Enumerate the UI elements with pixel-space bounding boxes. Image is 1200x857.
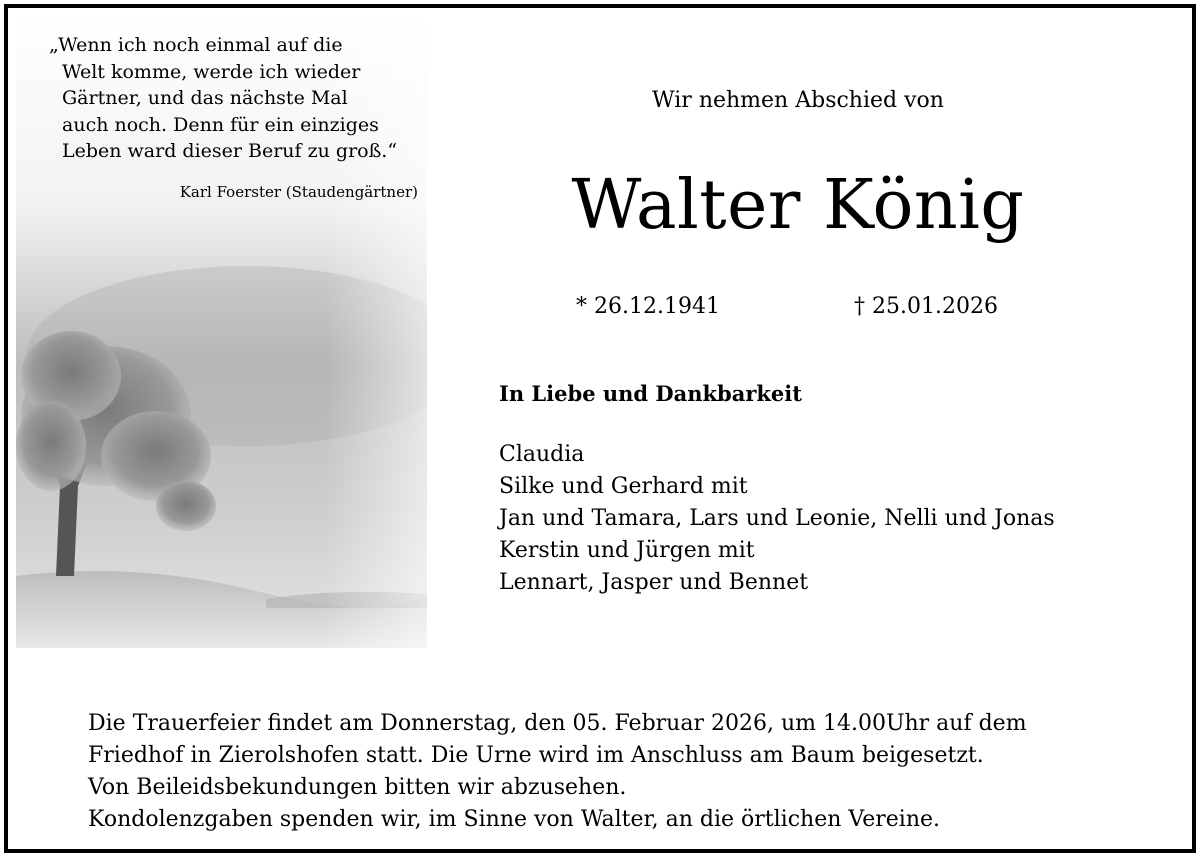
death-date: † 25.01.2026 — [854, 294, 998, 319]
notice-line: Von Beileidsbekundungen bitten wir abzusehen. — [88, 775, 627, 800]
mourners-list — [499, 439, 1055, 599]
quote-line: Leben ward dieser Beruf zu groß.“ — [62, 140, 398, 162]
notice-line: Kondolenzgaben spenden wir, im Sinne von Walter, an die örtlichen Vereine. — [88, 807, 941, 832]
quote-author: Karl Foerster (Staudengärtner) — [179, 183, 418, 201]
mourners-heading: In Liebe und Dankbarkeit — [499, 381, 802, 406]
deceased-name: Walter König — [571, 166, 1025, 245]
list-item: Silke und Gerhard mit — [499, 474, 748, 499]
funeral-notice — [88, 708, 1027, 836]
obituary-frame — [4, 4, 1196, 853]
birth-date: * 26.12.1941 — [576, 294, 720, 319]
notice-line: Die Trauerfeier findet am Donnerstag, den 05. Februar 2026, um 14.00Uhr auf dem — [88, 711, 1027, 736]
quote — [49, 32, 429, 165]
obituary-intro: Wir nehmen Abschied von — [652, 88, 944, 113]
quote-line: auch noch. Denn für ein einziges — [62, 113, 379, 136]
quote-line: Welt komme, werde ich wieder — [62, 60, 361, 83]
quote-line: Gärtner, und das nächste Mal — [62, 87, 348, 109]
quote-line: „Wenn ich noch einmal auf die — [49, 34, 343, 56]
list-item: Claudia — [499, 442, 585, 467]
notice-line: Friedhof in Zierolshofen statt. Die Urne wird im Anschluss am Baum beigesetzt. — [88, 743, 984, 768]
list-item: Lennart, Jasper und Bennet — [499, 570, 809, 595]
list-item: Kerstin und Jürgen mit — [499, 538, 755, 563]
list-item: Jan und Tamara, Lars und Leonie, Nelli und Jonas — [499, 506, 1055, 531]
